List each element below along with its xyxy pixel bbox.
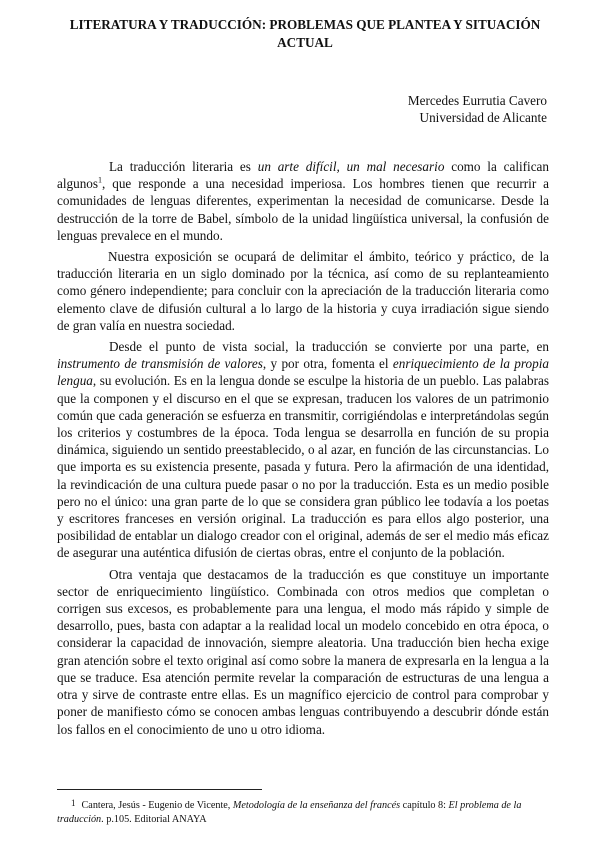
footnote (57, 796, 549, 827)
footnote-chapter-title: El problema de la traducción (57, 800, 522, 825)
footnote-text-c: . p.105. Editorial ANAYA (101, 814, 207, 825)
paragraph-3-text-a: Desde el punto de vista social, la traducción se convierte por una parte, en (109, 339, 549, 355)
footnote-mark: 1 (71, 798, 76, 808)
paragraph-2: Nuestra exposición se ocupará de delimitar el ámbito, teórico y práctico, de la traducción literaria en un siglo dominado por la técnica, así como de su replanteamiento como género independiente; para concluir con la apreciación de la traducción literaria como elemento clave de difusión cultural a lo largo de la historia y cuya irradiación sigue siendo de gran valía en nuestra sociedad. (57, 249, 549, 333)
paragraph-3-text-b: , y por otra, fomenta el (262, 356, 393, 372)
paragraph-3-emphasis-a: instrumento de transmisión de valores (57, 356, 263, 372)
author-name: Mercedes Eurrutia Cavero (407, 93, 547, 108)
paragraph-1-text-b: como la califican algunos (57, 159, 550, 192)
footnote-book-title: Metodología de la enseñanza del francés (232, 800, 401, 811)
paragraph-1-text-a: La traducción literaria es (109, 159, 258, 174)
body-text (57, 158, 549, 742)
footnote-text-a: Cantera, Jesús - Eugenio de Vicente, (81, 800, 233, 811)
footnote-divider (57, 789, 262, 790)
paragraph-1 (57, 158, 549, 244)
author-affiliation: Universidad de Alicante (419, 110, 547, 125)
paragraph-3 (57, 338, 549, 562)
footnote-text-b: capítulo 8: (400, 800, 449, 811)
paragraph-3-emphasis-b: enriquecimiento de la propia lengua (57, 356, 549, 389)
paragraph-3-text-c: , su evolución. Es en la lengua donde se esculpe la historia de un pueblo. Las palabras que la componen y el discurso en el que se expresan, traducen los valores de un patrimonio común que cada generación se esfuerza en transmitir, corrigiéndolas e interpretándolas según los criterios y costumbres de la época. Toda lengua se desarrolla en función de su propia dinámica, siguiendo un sentido preestablecido, o al azar, en función de las circunstancias. Lo que importa es su existencia presente, pasada y futura. Pero la afirmación de una identidad, la revindicación de una cultura puede pasar o no por la traducción. Esta es un medio posible pero no el único: una gran parte de lo que se considera gran público lee todavía a los poetas y escritores franceses en versión original. La traducción es para ellos algo posterior, una posibilidad de entablar un dialogo creador con el original, además de ser el medio más eficaz de asegurar una auténtica difusión de ciertas obras, entre el conjunto de la población. (57, 373, 549, 561)
paragraph-4: Otra ventaja que destacamos de la traducción es que constituye un importante sector de enriquecimiento lingüístico. Combinada con otros medios que completan o corrigen sus excesos, es probablemente para una lengua, el modo más rápido y simple de desarrollo, pues, basta con adaptar a la realidad local un modelo concebido en otra época, o considerar la capacidad de innovación, siempre aleatoria. Una traducción bien hecha exige gran atención sobre el texto original así como sobre la manera de expresarla en la lengua a la que se traduce. Esa atención permite revelar la comparación de estructuras de una lengua a otra y sirve de contraste entre ellas. Es un magnífico ejercicio de control para comprobar y poner de manifiesto cómo se conocen ambas lenguas contribuyendo a descubrir dónde están los fallos en el conocimiento de uno u otro idioma. (57, 566, 549, 737)
footnote-reference[interactable]: 1 (98, 175, 103, 185)
author-block (408, 92, 547, 126)
paper-title: LITERATURA Y TRADUCCIÓN: PROBLEMAS QUE PLANTEA Y SITUACIÓN ACTUAL (69, 17, 541, 50)
paragraph-1-emphasis: un arte difícil, un mal necesario (257, 159, 445, 174)
paragraph-1-text-c: , que responde a una necesidad imperiosa. Los hombres tienen que recurrir a comunidades de lenguas diferentes, experimentan la necesidad de comunicarse. Desde la destrucción de la torre de Babel, símbolo de la unidad lingüística universal, la confusión de lenguas prevalece en el mundo. (57, 176, 549, 243)
